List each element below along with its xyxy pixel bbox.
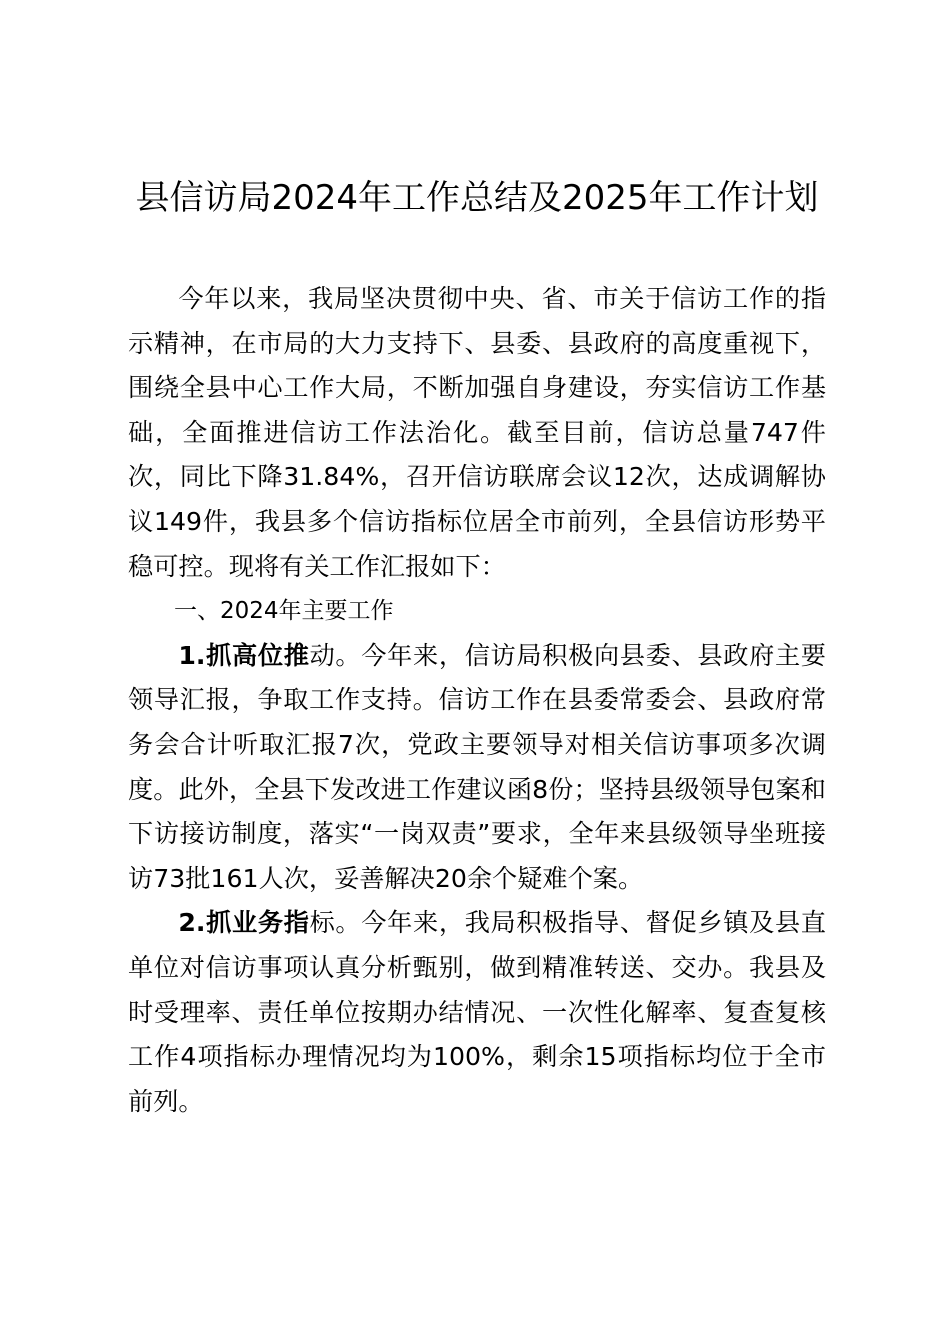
item-2-text: 标。今年来，我局积极指导、督促乡镇及县直单位对信访事项认真分析甄别，做到精准转送、交办。我县及时受理率、责任单位按期办结情况、一次性化解率、复查复核工作4项指标办理情况均为100%，剩余15项指标均位于全市前列。 — [128, 908, 826, 1116]
item-1-lead: 1.抓高位推 — [178, 640, 310, 670]
item-2-paragraph — [128, 901, 826, 1124]
item-2-lead: 2.抓业务指 — [178, 908, 310, 938]
section-heading: 一、2024年主要工作 — [174, 598, 394, 625]
document-body — [128, 277, 826, 1124]
intro-paragraph: 今年以来，我局坚决贯彻中央、省、市关于信访工作的指示精神，在市局的大力支持下、县委、县政府的高度重视下，围绕全县中心工作大局，不断加强自身建设，夯实信访工作基础，全面推进信访工作法治化。截至目前，信访总量747件次，同比下降31.84%，召开信访联席会议12次，达成调解协议149件，我县多个信访指标位居全市前列，全县信访形势平稳可控。现将有关工作汇报如下： — [128, 284, 826, 581]
item-1-paragraph — [128, 634, 826, 902]
document-title: 县信访局2024年工作总结及2025年工作计划 — [135, 178, 819, 218]
item-1-text: 动。今年来，信访局积极向县委、县政府主要领导汇报，争取工作支持。信访工作在县委常委会、县政府常务会合计听取汇报7次，党政主要领导对相关信访事项多次调度。此外，全县下发改进工作建议函8份；坚持县级领导包案和下访接访制度，落实“一岗双责”要求，全年来县级领导坐班接访73批161人次，妥善解决20余个疑难个案。 — [128, 640, 826, 893]
